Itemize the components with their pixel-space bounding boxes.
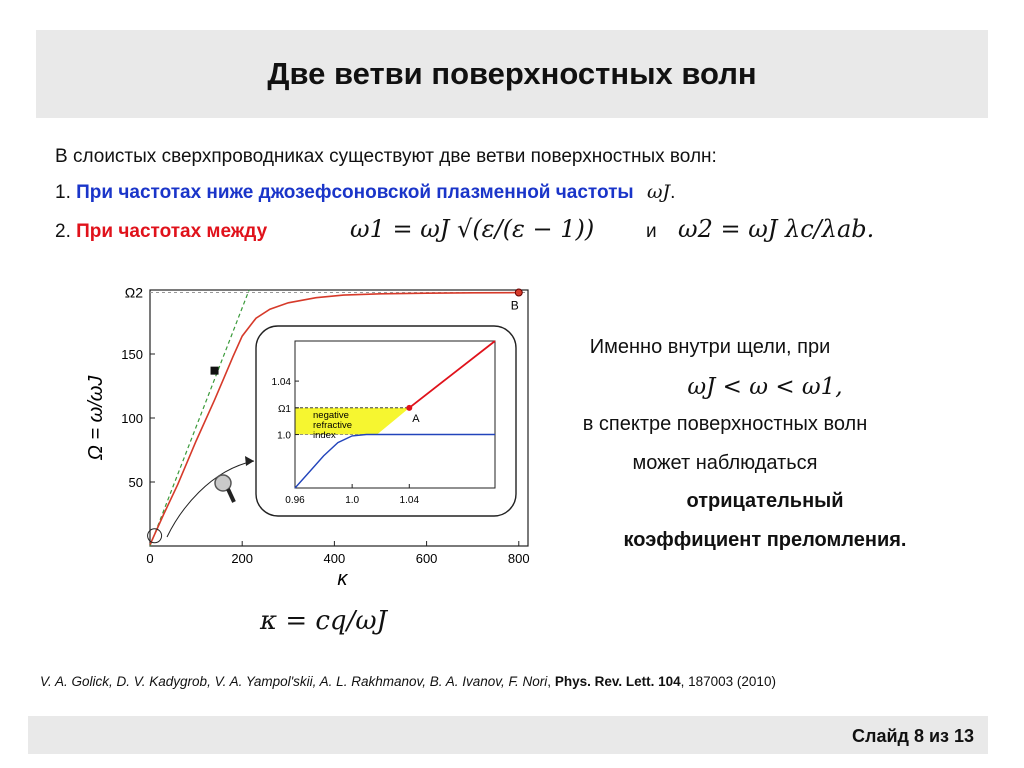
side-line-2: в спектре поверхностных волн <box>582 413 868 435</box>
inset-x-tick-label: 1.0 <box>345 495 360 506</box>
item-2-text: При частотах между <box>76 221 268 242</box>
x-axis-label: κ <box>337 568 348 590</box>
item-2 <box>55 221 267 243</box>
conjunction: и <box>646 221 657 242</box>
formula-omega2: ω2 = ωJ λc/λab. <box>678 215 875 243</box>
reference-authors: V. A. Golick, D. V. Kadygrob, V. A. Yampol'skii, A. L. Rakhmanov, B. A. Ivanov, F. Nori <box>40 674 548 689</box>
y-axis-label: Ω = ω/ωJ <box>85 375 107 461</box>
omega2-label: Ω2 <box>124 284 143 301</box>
x-tick-label: 800 <box>507 551 530 566</box>
inset-y-tick-label: Ω1 <box>277 403 291 415</box>
magnifier-lens <box>215 475 231 491</box>
side-line-4: отрицательный <box>686 490 844 512</box>
item-1-number: 1. <box>55 182 71 203</box>
side-formula: ωJ < ω < ω1, <box>687 374 843 400</box>
inset-x-tick-label: 1.04 <box>399 495 420 506</box>
reference-rest: , 187003 (2010) <box>680 674 776 689</box>
x-tick-label: 200 <box>231 551 254 566</box>
item-2-number: 2. <box>55 221 71 242</box>
x-tick-label: 400 <box>323 551 346 566</box>
negative-index-text: refractive <box>313 419 353 431</box>
slide-title: Две ветви поверхностных волн <box>267 56 757 91</box>
y-tick-label: 150 <box>121 347 143 362</box>
kappa-formula: κ = cq/ωJ <box>260 606 387 636</box>
magnifier-icon <box>215 475 234 502</box>
reference <box>40 674 776 689</box>
inset-y-tick-label: 1.04 <box>271 377 291 389</box>
inset-x-tick-label: 0.96 <box>285 495 305 506</box>
item-1-text: При частотах ниже джозефсоновской плазменной частоты <box>76 182 634 203</box>
magnifier-handle <box>228 489 234 502</box>
zoom-arrow <box>167 461 254 537</box>
formula-omega1: ω1 = ωJ √(ε/(ε − 1)) <box>350 215 595 243</box>
point-b <box>515 289 522 296</box>
x-tick-label: 0 <box>146 551 154 566</box>
x-tick-label: 600 <box>415 551 438 566</box>
slide-counter: Слайд 8 из 13 <box>852 726 974 746</box>
point-a-label: A <box>412 412 420 425</box>
arrow-head <box>245 456 254 466</box>
reference-sep: , <box>547 674 552 689</box>
point-a <box>406 405 412 411</box>
side-line-1: Именно внутри щели, при <box>589 336 831 358</box>
y-tick-label: 50 <box>128 475 143 490</box>
negative-index-text: index <box>313 429 336 441</box>
y-tick-label: 100 <box>121 411 143 426</box>
inset-y-tick-label: 1.0 <box>277 430 291 442</box>
footer-bar <box>28 716 988 754</box>
inset-chart <box>255 325 517 517</box>
light-line <box>150 290 249 546</box>
item-1-symbol: ωJ <box>646 181 671 203</box>
title-bar <box>36 30 988 118</box>
intro-text: В слоистых сверхпроводниках существуют две ветви поверхностных волн: <box>55 146 717 167</box>
side-line-5: коэффициент преломления. <box>623 529 907 551</box>
point-b-label: B <box>510 298 519 313</box>
item-1-end: . <box>670 182 676 203</box>
reference-journal: Phys. Rev. Lett. 104 <box>554 674 681 689</box>
negative-index-text: negative <box>313 409 349 421</box>
square-marker <box>211 367 219 375</box>
item-1 <box>55 181 675 204</box>
side-line-3: может наблюдаться <box>632 452 818 474</box>
